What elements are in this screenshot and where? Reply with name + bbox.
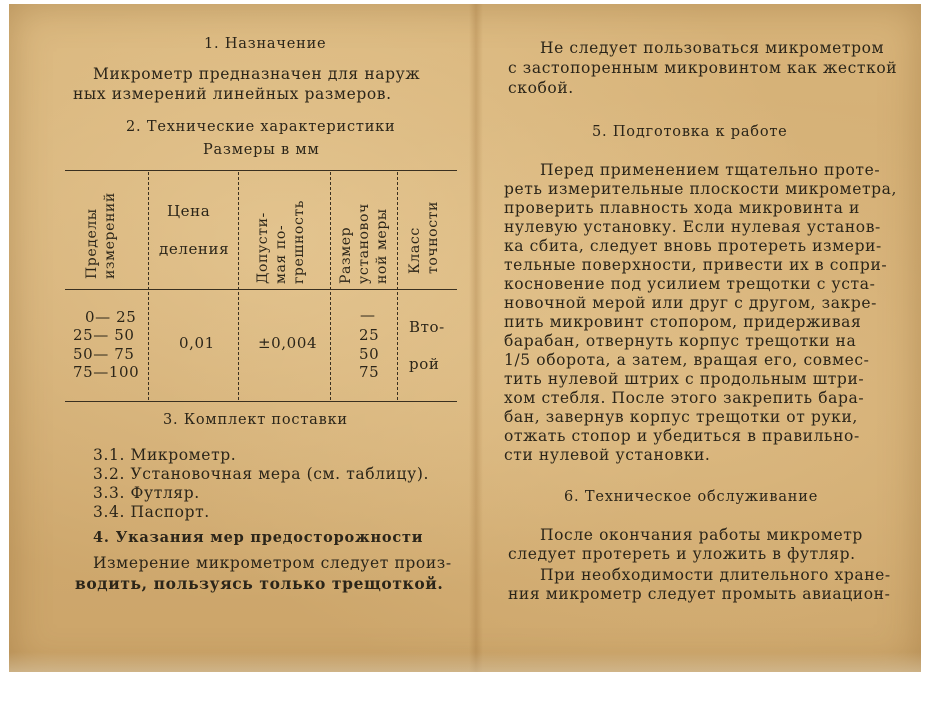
table-divider-4 — [397, 172, 398, 400]
section-6-title: 6. Техническое обслуживание — [564, 489, 819, 505]
section-5-line: новочной мерой или друг с другом, закре- — [504, 294, 877, 312]
section-1-title: 1. Назначение — [204, 36, 327, 52]
table-top-rule — [65, 170, 457, 171]
paper-edge — [9, 652, 921, 672]
section-2-title: 2. Технические характеристики — [126, 119, 396, 135]
section-6-line: следует протереть и уложить в футляр. — [508, 545, 856, 563]
section-5-line: проверить плавность хода микровинта и — [504, 199, 860, 217]
section-5-line: отжать стопор и убедиться в правильно- — [504, 427, 860, 445]
section-5-line: сти нулевой установки. — [504, 446, 711, 464]
section-5-line: косновение под усилием трещотки с уста- — [504, 275, 876, 293]
section-5-line: тельные поверхности, привести их в сопри- — [504, 256, 888, 274]
kit-item-1: 3.1. Микрометр. — [93, 446, 237, 464]
kit-item-3: 3.3. Футляр. — [93, 484, 200, 502]
header-setting-size: Размер установоч ной меры — [338, 203, 390, 284]
section-6-line: ния микрометр следует промыть авиацион- — [508, 585, 891, 603]
range-row-1: 0— 25 — [85, 308, 137, 326]
intro-line-3: скобой. — [508, 79, 574, 97]
passport-sheet — [9, 4, 921, 672]
setting-row-4: 75 — [359, 363, 380, 381]
section-5-line: нулевую установку. Если нулевая установ- — [504, 218, 881, 236]
section-5-line: реть измерительные плоскости микрометра, — [504, 180, 898, 198]
section-1-line-1: Микрометр предназначен для наруж — [93, 65, 421, 83]
section-4-title: 4. Указания мер предосторожности — [93, 529, 424, 546]
header-division-line-1: Цена — [167, 202, 211, 220]
range-row-3: 50— 75 — [73, 345, 135, 363]
header-range: Пределы измерений — [84, 192, 118, 279]
setting-row-2: 25 — [359, 326, 380, 344]
table-divider-2 — [238, 172, 239, 400]
range-row-2: 25— 50 — [73, 326, 135, 344]
setting-row-3: 50 — [359, 345, 380, 363]
section-5-line: хом стебля. После этого закрепить бара- — [504, 389, 865, 407]
section-1-line-2: ных измерений линейных размеров. — [73, 85, 392, 103]
section-5-line: Перед применением тщательно проте- — [540, 161, 881, 179]
range-row-4: 75—100 — [73, 363, 140, 381]
setting-row-1: — — [360, 306, 376, 324]
section-5-line: пить микровинт стопором, придерживая — [504, 313, 862, 331]
header-accuracy-class: Класс точности — [407, 201, 441, 274]
section-2-subtitle: Размеры в мм — [203, 142, 320, 158]
kit-item-2: 3.2. Установочная мера (см. таблицу). — [93, 465, 429, 483]
section-5-title: 5. Подготовка к работе — [592, 124, 788, 140]
table-divider-1 — [148, 172, 149, 400]
section-6-line: При необходимости длительного хране- — [540, 566, 891, 584]
class-line-2: рой — [409, 355, 440, 373]
intro-line-2: с застопоренным микровинтом как жесткой — [508, 59, 898, 77]
section-5-line: тить нулевой штрих с продольным штри- — [504, 370, 865, 388]
section-3-title: 3. Комплект поставки — [163, 412, 348, 428]
header-division-line-2: деления — [159, 240, 230, 258]
table-bottom-rule — [65, 401, 457, 402]
table-divider-3 — [330, 172, 331, 400]
section-5-line: ка сбита, следует вновь протереть измери- — [504, 237, 882, 255]
class-line-1: Вто- — [409, 318, 445, 336]
section-5-line: бан, завернув корпус трещотки от руки, — [504, 408, 858, 426]
section-5-line: 1/5 оборота, а затем, вращая его, совмес- — [504, 351, 870, 369]
section-4-line-2: водить, пользуясь только трещоткой. — [75, 574, 444, 593]
section-4-line-1: Измерение микрометром следует произ- — [93, 554, 452, 572]
header-tolerance: Допусти- мая по- грешность — [255, 200, 307, 284]
error-value: ±0,004 — [258, 334, 318, 352]
page-fold — [469, 4, 483, 672]
section-5-line: барабан, отвернуть корпус трещотки на — [504, 332, 857, 350]
kit-item-4: 3.4. Паспорт. — [93, 503, 210, 521]
intro-line-1: Не следует пользоваться микрометром — [540, 39, 885, 57]
division-value: 0,01 — [179, 334, 215, 352]
table-header-rule — [65, 289, 457, 290]
section-6-line: После окончания работы микрометр — [540, 526, 863, 544]
